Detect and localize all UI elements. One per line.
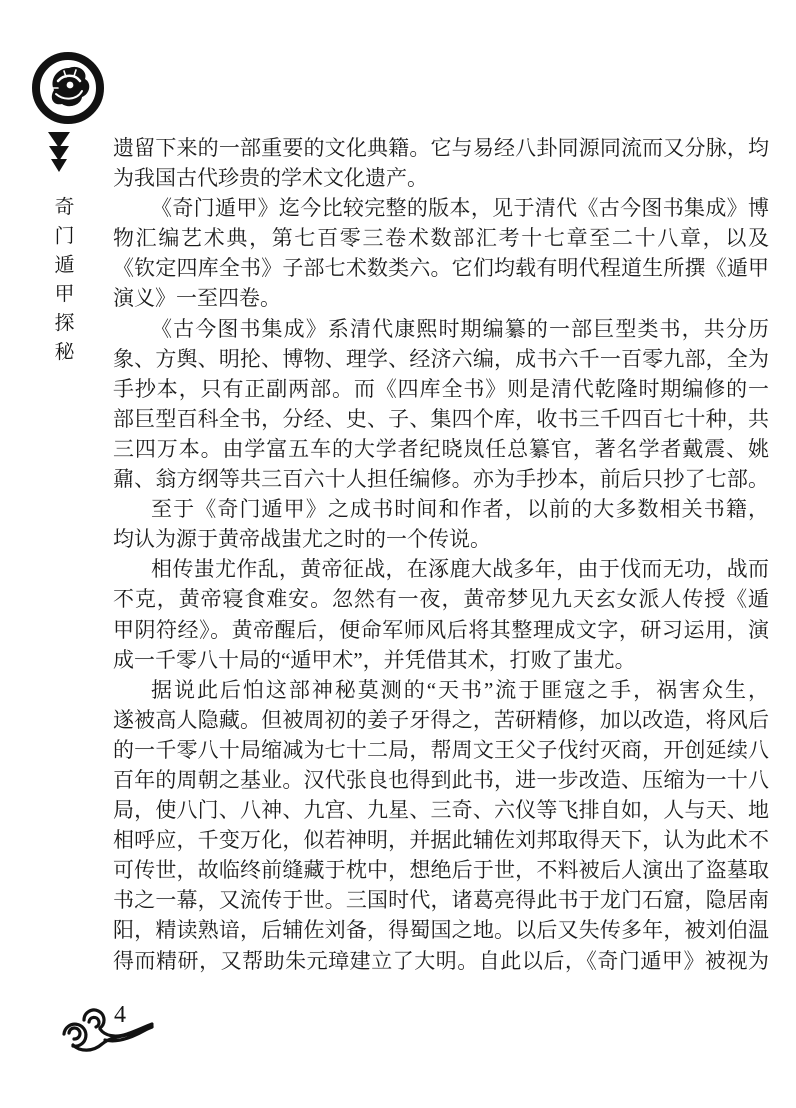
text-line: 为我国古代珍贵的学术文化遗产。 (113, 166, 428, 191)
text-line: 得而精研，又帮助朱元璋建立了大明。自此以后，《奇门遁甲》被视为 (113, 948, 769, 973)
book-title-vertical: 奇门遁甲探秘 (51, 195, 75, 371)
text-line: 遂被高人隐藏。但被周初的姜子牙得之，苦研精修，加以改造，将风后 (113, 707, 769, 732)
text-line: 可传世，故临终前缝藏于枕中，想绝后于世，不料被后人演出了盗墓取 (113, 858, 769, 883)
text-line: 不克，黄帝寝食难安。忽然有一夜，黄帝梦见九天玄女派人传授《遁 (113, 587, 769, 612)
text-line: 三四万本。由学富五车的大学者纪晓岚任总纂官，著名学者戴震、姚 (113, 436, 769, 461)
text-line: 相传蚩尤作乱，黄帝征战，在涿鹿大战多年，由于伐而无功，战而 (151, 557, 769, 582)
dragon-seal-icon (31, 51, 105, 125)
text-line: 书之一幕，又流传于世。三国时代，诸葛亮得此书于龙门石窟，隐居南 (113, 888, 769, 913)
text-line: 象、方舆、明抡、博物、理学、经济六编，成书六千一百零九部，全为 (113, 346, 769, 371)
triple-down-triangles-icon (44, 132, 74, 170)
auspicious-cloud-icon (50, 998, 172, 1060)
page-number: 4 (114, 1002, 126, 1028)
text-line: 鼐、翁方纲等共三百六十人担任编修。亦为手抄本，前后只抄了七部。 (113, 467, 769, 492)
text-line: 成一千零八十局的“遁甲术”，并凭借其术，打败了蚩尤。 (113, 647, 636, 672)
cloud-flourish-svg (50, 998, 172, 1060)
text-line: 《钦定四库全书》子部七术数类六。它们均载有明代程道生所撰《遁甲 (113, 256, 769, 281)
text-line: 阳，精读熟谙，后辅佐刘备，得蜀国之地。以后又失传多年，被刘伯温 (113, 918, 769, 943)
text-line: 演义》一至四卷。 (113, 286, 281, 311)
text-line: 手抄本，只有正副两部。而《四库全书》则是清代乾隆时期编修的一 (113, 376, 769, 401)
down-triangle-icon (51, 159, 67, 172)
text-line: 遗留下来的一部重要的文化典籍。它与易经八卦同源同流而又分脉，均 (113, 136, 769, 160)
text-line: 《古今图书集成》系清代康熙时期编纂的一部巨型类书，共分历 (151, 316, 769, 341)
text-line: 的一千零八十局缩减为七十二局，帮周文王父子伐纣灭商，开创延续八 (113, 737, 769, 762)
text-line: 据说此后怕这部神秘莫测的“天书”流于匪寇之手，祸害众生， (151, 677, 769, 702)
text-line: 甲阴符经》。黄帝醒后，便命军师风后将其整理成文字，研习运用，演 (113, 617, 769, 642)
text-line: 百年的周朝之基业。汉代张良也得到此书，进一步改造、压缩为一十八 (113, 767, 769, 792)
text-line: 均认为源于黄帝战蚩尤之时的一个传说。 (113, 527, 491, 552)
dragon-seal-svg (31, 51, 105, 125)
text-line: 部巨型百科全书，分经、史、子、集四个库，收书三千四百七十种，共 (113, 406, 769, 431)
text-line: 相呼应，千变万化，似若神明，并据此辅佐刘邦取得天下，认为此术不 (113, 828, 769, 853)
text-line: 局，使八门、八神、九宫、九星、三奇、六仪等飞排自如，人与天、地 (113, 798, 769, 823)
text-line: 物汇编艺术典，第七百零三卷术数部汇考十七章至二十八章，以及 (113, 226, 769, 251)
text-line: 至于《奇门遁甲》之成书时间和作者，以前的大多数相关书籍， (151, 497, 769, 522)
text-line: 《奇门遁甲》迄今比较完整的版本，见于清代《古今图书集成》博 (151, 196, 769, 221)
page-body-text (113, 133, 769, 976)
